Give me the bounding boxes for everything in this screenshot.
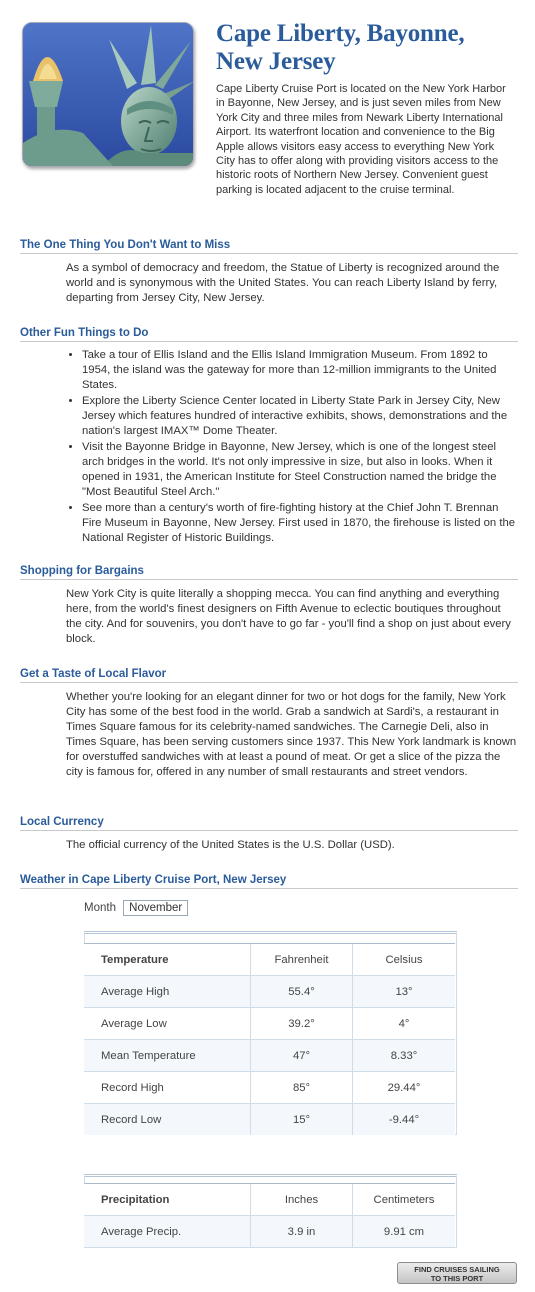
month-select[interactable]: November (123, 900, 188, 916)
section-weather (20, 874, 518, 889)
list-item: • Visit the Bayonne Bridge in Bayonne, New Jersey, which is one of the longest steel arch bridges in the world. It's not only impressive in size, but also in looks. When it opened in 1931, the American Institute for Steel Construction named the bridge the "Most Beautiful Steel Arch." (82, 440, 518, 500)
table-cell: 13° (353, 976, 456, 1008)
precipitation-table (84, 1183, 455, 1247)
section-heading: Weather in Cape Liberty Cruise Port, New Jersey (20, 874, 518, 889)
table-cell: 4° (353, 1008, 456, 1040)
section-heading: Other Fun Things to Do (20, 327, 518, 342)
table-cell: Mean Temperature (84, 1040, 251, 1072)
table-cell: Record High (84, 1072, 251, 1104)
list-item: • Explore the Liberty Science Center located in Liberty State Park in Jersey City, New Jersey which features hundred of interactive exhibits, shows, demonstrations and the nation's largest IMAX™ Dome Theater. (82, 394, 518, 439)
find-cruises-label-line1: FIND CRUISES SAILING (414, 1265, 500, 1274)
table-header: Temperature (84, 944, 251, 976)
section-heading: Local Currency (20, 816, 518, 831)
section-body: As a symbol of democracy and freedom, the Statue of Liberty is recognized around the world and is synonymous with the United States. You can reach Liberty Island by ferry, departing from Jersey City, New Jersey. (66, 262, 500, 304)
table-row (84, 1216, 455, 1248)
page-title (216, 20, 516, 76)
list-item: • See more than a century's worth of fire-fighting history at the Chief John T. Brennan Fire Museum in Bayonne, New Jersey. First used in 1870, the firehouse is listed on the National Register of Historic Buildings. (82, 501, 518, 546)
table-cell: 9.91 cm (353, 1216, 456, 1248)
table-cell: -9.44° (353, 1104, 456, 1136)
find-cruises-label-line2: TO THIS PORT (430, 1274, 484, 1283)
table-cell: 85° (251, 1072, 353, 1104)
month-selector (84, 900, 188, 916)
table-row (84, 1008, 455, 1040)
table-cell: 3.9 in (251, 1216, 353, 1248)
table-row (84, 1040, 455, 1072)
fun-things-list (66, 348, 518, 546)
page-title-line1: Cape Liberty, Bayonne, (216, 20, 465, 47)
table-cell: 29.44° (353, 1072, 456, 1104)
month-label: Month (84, 902, 116, 914)
section-heading: Get a Taste of Local Flavor (20, 668, 518, 683)
table-cell: Record Low (84, 1104, 251, 1136)
section-fun-things (20, 327, 518, 547)
list-item: • Take a tour of Ellis Island and the Ellis Island Immigration Museum. From 1892 to 1954, the island was the gateway for more than 12-million immigrants to the United States. (82, 348, 518, 393)
section-currency (20, 816, 518, 853)
table-header: Centimeters (353, 1184, 456, 1216)
table-row (84, 1072, 455, 1104)
section-one-thing (20, 239, 518, 306)
table-header: Fahrenheit (251, 944, 353, 976)
table-cell: Average Precip. (84, 1216, 251, 1248)
temperature-table (84, 943, 455, 1135)
table-header-row (84, 1184, 455, 1216)
section-heading: The One Thing You Don't Want to Miss (20, 239, 518, 254)
table-cell: 55.4° (251, 976, 353, 1008)
table-cell: 8.33° (353, 1040, 456, 1072)
table-cell: 47° (251, 1040, 353, 1072)
table-row (84, 1104, 455, 1136)
section-local-flavor (20, 668, 518, 780)
page-title-line2: New Jersey (216, 48, 336, 75)
section-body: Whether you're looking for an elegant dinner for two or hot dogs for the family, New York City has some of the best food in the world. Grab a sandwich at Sardi's, a restaurant in Times Square famous for its celebrity-named sandwiches. The Carnegie Deli, also in Times Square, has been serving customers since 1937. This New York landmark is known for overstuffed sandwiches with at least a pound of meat. Or get a slice of the pizza the city is famous for, offered in any number of small restaurants and street vendors. (66, 691, 517, 778)
table-header: Inches (251, 1184, 353, 1216)
find-cruises-button[interactable] (397, 1262, 517, 1284)
table-cell: Average High (84, 976, 251, 1008)
section-heading: Shopping for Bargains (20, 565, 518, 580)
section-shopping (20, 565, 518, 647)
section-body: New York City is quite literally a shopping mecca. You can find anything and everything here, from the world's finest designers on Fifth Avenue to eclectic boutiques throughout the city. And for souvenirs, you don't have to go far - you'll find a shop on just about every block. (66, 588, 511, 645)
table-cell: 39.2° (251, 1008, 353, 1040)
table-cell: 15° (251, 1104, 353, 1136)
table-cell: Average Low (84, 1008, 251, 1040)
table-header: Precipitation (84, 1184, 251, 1216)
statue-of-liberty-photo (22, 22, 194, 167)
table-header-row (84, 944, 455, 976)
table-row (84, 976, 455, 1008)
section-body: The official currency of the United States is the U.S. Dollar (USD). (66, 839, 395, 851)
table-header: Celsius (353, 944, 456, 976)
port-intro: Cape Liberty Cruise Port is located on the New York Harbor in Bayonne, New Jersey, and is just seven miles from New York City and three miles from Newark Liberty International Airport. Its waterfront location and convenience to the Big Apple allows visitors easy access to everything New York City has to offer along with providing visitors access to the historic roots of Northern New Jersey. Convenient guest parking is located adjacent to the cruise terminal. (216, 83, 506, 196)
